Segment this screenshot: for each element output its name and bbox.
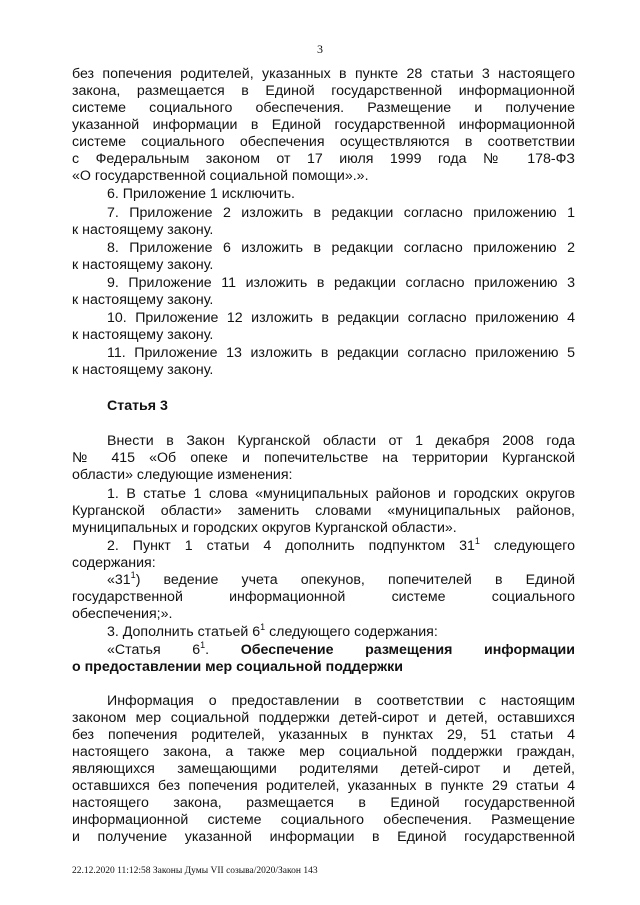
- text-run: следующего: [479, 538, 575, 554]
- text-line: [107, 642, 575, 659]
- text-line: к настоящему закону.: [72, 362, 214, 378]
- text-line: [107, 572, 575, 589]
- text-line: настоящего закона, а также мер социальной поддержки граждан,: [72, 744, 575, 760]
- text-line: к настоящему закону.: [72, 222, 214, 238]
- text-line: к настоящему закону.: [72, 327, 214, 343]
- text-line: системе социального обеспечения осуществляются в соответствии: [72, 134, 575, 150]
- text-line: муниципальных и городских округов Курганской области».: [72, 520, 457, 536]
- text-line: информационной системе социального обеспечения. Размещение: [72, 812, 575, 828]
- article-heading: Статья 3: [107, 398, 168, 414]
- text-line: системе социального обеспечения. Размещение и получение: [72, 100, 575, 116]
- text-line: «О государственной социальной помощи».».: [72, 168, 369, 184]
- text-run: 2. Пункт 1 статьи 4 дополнить подпунктом 31: [107, 538, 475, 554]
- superscript: 1: [200, 640, 206, 650]
- text-line: к настоящему закону.: [72, 292, 214, 308]
- text-run: «31: [107, 572, 131, 588]
- text-line: 9. Приложение 11 изложить в редакции согласно приложению 3: [107, 275, 575, 291]
- text-run: ) ведение учета опекунов, попечителей в Единой: [135, 572, 575, 588]
- superscript: 1: [130, 570, 136, 580]
- text-line: [107, 538, 575, 555]
- text-line: 6. Приложение 1 исключить.: [107, 186, 295, 202]
- superscript: 1: [474, 536, 480, 546]
- text-line: области» следующие изменения:: [72, 467, 293, 483]
- text-line: [107, 624, 575, 641]
- text-line: 10. Приложение 12 изложить в редакции согласно приложению 4: [107, 310, 575, 326]
- text-line: обеспечения;».: [72, 606, 173, 622]
- article-title: Обеспечение размещения информации: [240, 642, 575, 658]
- text-line: являющихся замещающими родителями детей-сирот и детей,: [72, 761, 575, 777]
- text-run: 3. Дополнить статьей 6: [107, 624, 261, 640]
- text-line: к настоящему закону.: [72, 257, 214, 273]
- text-line: 1. В статье 1 слова «муниципальных районов и городских округов: [107, 486, 575, 502]
- text-line: оставшихся без попечения родителей, указанных в пункте 29 статьи 4: [72, 778, 575, 794]
- text-line: с Федеральным законом от 17 июля 1999 года № 178-ФЗ: [72, 151, 575, 167]
- article-title: о предоставлении мер социальной поддержки: [72, 659, 403, 675]
- text-line: Внести в Закон Курганской области от 1 декабря 2008 года: [107, 433, 575, 449]
- text-line: закона, размещается в Единой государственной информационной: [72, 83, 575, 99]
- text-line: указанной информации в Единой государственной информационной: [72, 117, 575, 133]
- document-footer: 22.12.2020 11:12:58 Законы Думы VII созыва/2020/Закон 143: [72, 866, 318, 876]
- text-line: 8. Приложение 6 изложить в редакции согласно приложению 2: [107, 240, 575, 256]
- text-line: без попечения родителей, указанных в пункте 28 статьи 3 настоящего: [72, 66, 575, 82]
- text-line: настоящего закона, размещается в Единой государственной: [72, 795, 575, 811]
- text-line: без попечения родителей, указанных в пунктах 29, 51 статьи 4: [72, 727, 575, 743]
- text-run: следующего содержания:: [265, 624, 438, 640]
- page-number: 3: [317, 42, 323, 56]
- text-run: «Статья 6: [107, 642, 201, 658]
- text-line: законом мер социальной поддержки детей-сирот и детей, оставшихся: [72, 710, 575, 726]
- text-run: .: [205, 642, 241, 658]
- text-line: Информация о предоставлении в соответствии с настоящим: [107, 693, 575, 709]
- text-line: содержания:: [72, 555, 156, 571]
- superscript: 1: [260, 622, 266, 632]
- text-line: 7. Приложение 2 изложить в редакции согласно приложению 1: [107, 205, 575, 221]
- text-line: № 415 «Об опеке и попечительстве на территории Курганской: [72, 450, 575, 466]
- text-line: 11. Приложение 13 изложить в редакции согласно приложению 5: [107, 345, 575, 361]
- text-line: и получение указанной информации в Единой государственной: [72, 829, 575, 845]
- text-line: государственной информационной системе социального: [72, 589, 575, 605]
- text-line: Курганской области» заменить словами «муниципальных районов,: [72, 503, 575, 519]
